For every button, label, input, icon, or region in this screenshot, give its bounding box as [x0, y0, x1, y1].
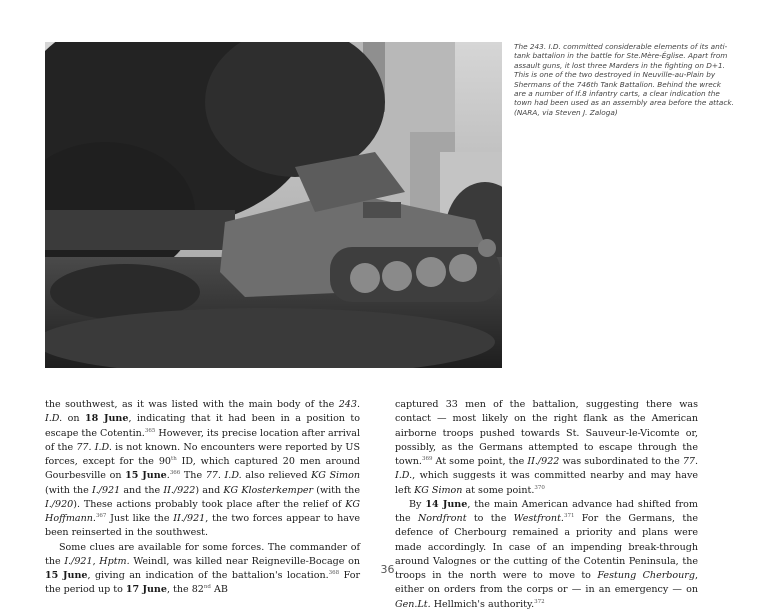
- caption-line: The 243. I.D. committed considerable elements of its anti-: [514, 42, 728, 51]
- text-run: is not known. No encounters were reported by US forces, except for the 90: [45, 441, 360, 467]
- text-run: , which suggests it was committed nearby and may have left: [395, 470, 698, 496]
- text-run: also relieved: [241, 470, 312, 482]
- text-run: .: [92, 513, 96, 524]
- text-run: .: [166, 470, 170, 482]
- text-run: For the period up to: [45, 570, 361, 596]
- text-run: However, its precise location after arrival of the: [45, 427, 360, 453]
- unit-name: KG Hoffmann: [45, 498, 360, 524]
- rank: Hptm.: [99, 555, 130, 567]
- caption-line: This is one of the two destroyed in Neuville-au-Plain by: [514, 70, 716, 80]
- caption-line: (NARA, via Steven J. Zaloga): [514, 107, 618, 117]
- ordinal-suffix: nd: [203, 584, 211, 591]
- unit-name: KG Simon: [414, 484, 463, 496]
- paragraph: [395, 498, 698, 612]
- date: 14 June: [425, 498, 468, 510]
- text-run: and the: [120, 484, 164, 496]
- footnote-ref: 366: [169, 470, 181, 477]
- text-run: , either on orders from the corps or — in an emergency — on: [395, 570, 699, 596]
- photo-caption: [514, 42, 736, 117]
- unit-name: 77. I.D.: [395, 456, 698, 482]
- front-name: Nordfront: [417, 513, 467, 524]
- date: 15 June: [125, 470, 167, 482]
- footnote-ref: 367: [95, 512, 107, 519]
- text-run: the southwest, as it was listed with the main body of the: [45, 399, 339, 410]
- text-run: ,: [92, 555, 100, 567]
- caption-line: are a number of If.8 infantry carts, a clear indication the: [514, 89, 720, 99]
- unit-name: I./921: [91, 484, 121, 496]
- footnote-ref: 368: [328, 569, 340, 576]
- text-run: For the Germans, the defence of Cherbourg remained a priority and plans were made accordingly. In case of an impending break-through around Valognes or the cutting of the Cotentin Peninsula, the troops in the north were to move to: [395, 513, 698, 581]
- caption-line: tank battalion in the battle for Ste.Mère-Église. Apart from: [514, 51, 728, 61]
- text-run: The: [180, 470, 206, 482]
- caption-line: Shermans of the 746th Tank Battalion. Behind the wreck: [514, 79, 721, 89]
- text-run: At some point, the: [432, 456, 528, 467]
- unit-name: I./921: [64, 555, 93, 567]
- text-run: , giving an indication of the battalion's location.: [87, 570, 329, 581]
- unit-name: 77. I.D.: [205, 470, 242, 482]
- text-run: ). These actions probably took place after the relief of: [73, 498, 346, 510]
- footnote-ref: 370: [534, 484, 545, 491]
- caption-line: assault guns, it lost three Marders in the fighting on D+1.: [514, 60, 725, 70]
- text-run: AB: [210, 584, 228, 596]
- paragraph: [45, 398, 360, 541]
- fortress-name: Festung Cherbourg: [597, 570, 695, 581]
- caption-line: town had been used as an assembly area before the attack.: [514, 98, 734, 108]
- page-number: 36: [380, 563, 395, 576]
- text-run: (with the: [45, 484, 92, 496]
- text-run: ) and: [195, 484, 224, 496]
- unit-name: 77. I.D.: [76, 441, 112, 453]
- text-run: Some clues are available for some forces. The commander of the: [45, 541, 360, 567]
- text-run: Weindl, was killed near Reigneville-Bocage on: [129, 555, 360, 567]
- unit-name: II./921: [173, 513, 206, 524]
- right-column: [395, 398, 698, 612]
- unit-name: KG Simon: [311, 470, 360, 482]
- footnote-ref: 372: [534, 598, 545, 605]
- text-run: captured 33 men of the battalion, suggesting there was contact — most likely on the right flank as the American airborne troops pushed towards St. Sauveur-le-Vicomte or, possibly, as the Germans attempted to escape through the town.: [395, 399, 698, 467]
- ordinal-suffix: th: [170, 455, 177, 462]
- text-run: ID, which captured 20 men around Gourbesville on: [45, 456, 360, 482]
- footnote-ref: 365: [144, 427, 156, 434]
- text-run: to the: [466, 513, 514, 524]
- footnote-ref: 369: [421, 455, 433, 462]
- paragraph: [395, 398, 698, 498]
- text-run: .: [560, 513, 564, 524]
- text-run: , indicating that it had been in a position to escape the Cotentin.: [45, 413, 360, 439]
- text-run: on: [62, 413, 85, 425]
- unit-name: KG Klosterkemper: [223, 484, 314, 496]
- front-name: Westfront: [513, 513, 561, 524]
- photograph: [45, 42, 502, 368]
- unit-name: II./922: [163, 484, 196, 496]
- date: 15 June: [45, 570, 88, 581]
- text-run: was subordinated to the: [559, 456, 683, 467]
- destroyed-marder-photo: [45, 42, 502, 368]
- unit-name: II./922: [527, 456, 560, 467]
- text-run: at some point.: [462, 484, 535, 496]
- footnote-ref: 371: [563, 512, 575, 519]
- date: 17 June: [125, 584, 167, 596]
- unit-name: I./920: [45, 498, 74, 510]
- rank: Gen.Lt.: [395, 598, 431, 610]
- text-run: By: [409, 498, 426, 510]
- text-run: , the two forces appear to have been reinserted in the southwest.: [45, 513, 360, 539]
- date: 18 June: [84, 413, 129, 425]
- text-run: , the main American advance had shifted from the: [395, 498, 698, 524]
- text-run: (with the: [313, 484, 360, 496]
- text-run: , the 82: [166, 584, 204, 596]
- unit-name: 243. I.D.: [45, 399, 360, 425]
- text-run: Hellmich's authority.: [430, 598, 535, 610]
- text-run: Just like the: [106, 513, 174, 524]
